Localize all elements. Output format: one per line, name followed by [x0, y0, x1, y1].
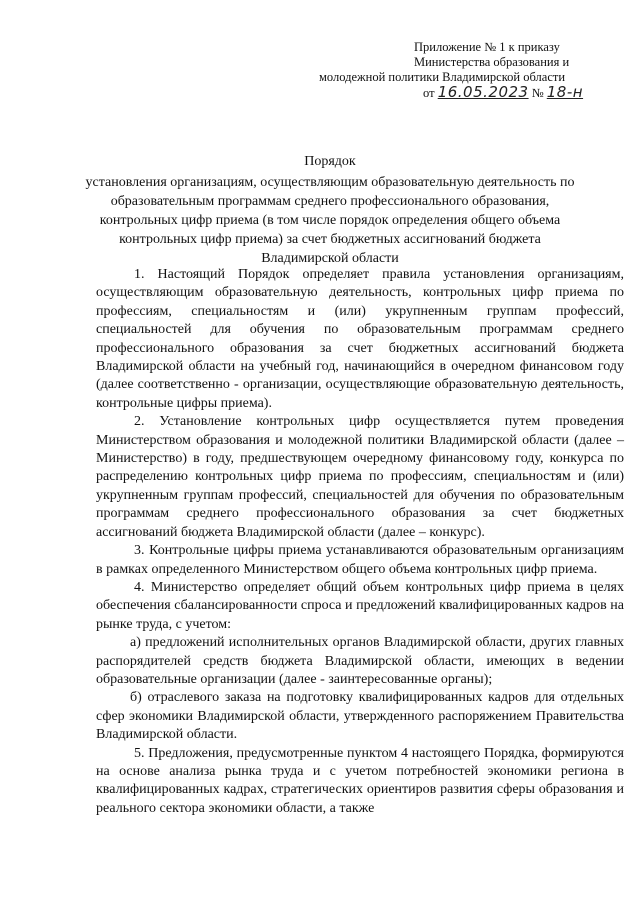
title-line: контрольных цифр приема (в том числе порядок определения общего объема — [99, 213, 561, 228]
paragraph-4: 4. Министерство определяет общий объем контрольных цифр приема в целях обеспечения сбалансированности спроса и предложений квалифицированных кадров на рынке труда, с учетом: — [96, 579, 624, 632]
paragraph-1: 1. Настоящий Порядок определяет правила установления организациям, осуществляющим образовательную деятельность, контрольных цифр приема по профессиям, специальностям и (или) укрупненным группам профессий, специальностей для обучения по образовательным программам среднего профессионального образования за счет бюджетных ассигнований бюджета Владимирской области на учебный год, начинающийся в очередном финансовом году (далее соответственно - организации, осуществляющие образовательную деятельность, контрольные цифры приема). — [96, 267, 624, 411]
subparagraph-b: б) отраслевого заказа на подготовку квалифицированных кадров для отдельных сфер экономики Владимирской области, утвержденного распоряжением Правительства Владимирской области. — [96, 690, 624, 743]
paragraph-2: 2. Установление контрольных цифр осуществляется путем проведения Министерством образования и молодежной политики Владимирской области (далее – Министерство) в году, предшествующем очередному финансовому году, конкурса по распределению контрольных цифр приема по профессиям, специальностям и (или) укрупненным группам профессий, специальностей для обучения по образовательным программам среднего профессионального образования за счет бюджетных ассигнований бюджета Владимирской области (далее – конкурс). — [96, 414, 624, 540]
title-line: контрольных цифр приема) за счет бюджетных ассигнований бюджета — [119, 232, 541, 247]
document-title — [60, 152, 600, 268]
appendix-line-2: Министерства образования и — [414, 55, 570, 69]
handwritten-date: 16.05.2023 — [437, 83, 529, 101]
handwritten-number: 18-н — [546, 83, 584, 101]
title-heading: Порядок — [304, 154, 356, 169]
title-line: образовательным программам среднего профессионального образования, — [110, 194, 550, 209]
from-label: от — [423, 86, 435, 100]
paragraph-3: 3. Контрольные цифры приема устанавливаются образовательным организациям в рамках определенного Министерством общего объема контрольных цифр приема. — [96, 543, 624, 577]
document-body — [96, 266, 624, 818]
title-line: установления организациям, осуществляющим образовательную деятельность по — [85, 175, 575, 190]
title-line: Владимирской области — [261, 251, 399, 266]
appendix-header — [319, 40, 617, 101]
number-label: № — [531, 86, 544, 100]
subparagraph-a: а) предложений исполнительных органов Владимирской области, других главных распорядителей средств бюджета Владимирской области, имеющих в ведении образовательные организации (далее - заинтересованные органы); — [96, 635, 624, 687]
paragraph-5: 5. Предложения, предусмотренные пунктом 4 настоящего Порядка, формируются на основе анализа рынка труда и с учетом потребностей экономики региона в квалифицированных кадрах, стратегических ориентиров развития сферы образования и реального сектора экономики области, а также — [96, 745, 624, 816]
appendix-date-line — [367, 85, 617, 101]
appendix-line-1: Приложение № 1 к приказу — [414, 40, 560, 54]
appendix-line-3: молодежной политики Владимирской области — [319, 70, 566, 84]
